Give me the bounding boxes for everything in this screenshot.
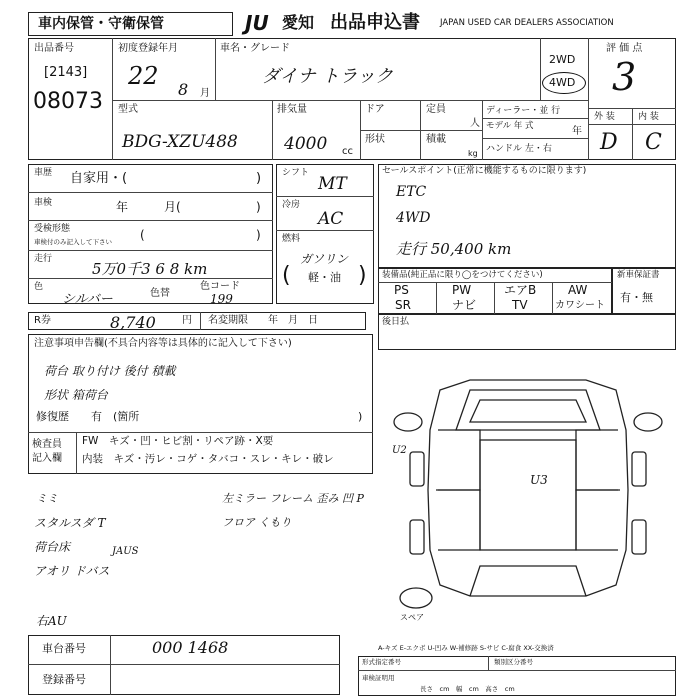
damage-legend: A-キズ E-エクボ U-凹み W-補修跡 S-サビ C-腐食 XX-交換済 [378, 644, 554, 652]
drive-4wd: 4WD [549, 76, 576, 89]
fuel-paren-close: ) [358, 263, 367, 288]
int-label: 内 装 [638, 112, 659, 122]
reg-year: 22 [128, 62, 159, 90]
model-label: 型式 [118, 104, 138, 115]
spare-label: スペア [400, 613, 424, 622]
history-value: 自家用・( [70, 171, 128, 186]
car-name-label: 車名・グレード [220, 43, 290, 54]
sales-points-label: セールスポイント(正常に機能するものに限ります) [382, 166, 587, 176]
chassis-label: 車台番号 [42, 642, 86, 655]
annotation-5: JAUS [112, 546, 139, 557]
annotation-2: スタルスダ T [34, 516, 106, 530]
class-number-label: 類別区分番号 [494, 658, 533, 666]
kg-unit: kg [468, 149, 478, 158]
door-label: ドア [365, 104, 385, 115]
model-year-label: モデル 年 式 [486, 121, 534, 131]
chassis-value: 000 1468 [152, 638, 229, 657]
car-cab [456, 390, 600, 430]
name-change-value: 年 月 日 [268, 315, 318, 326]
dims-label: 長さ cm 幅 cm 高さ cm [420, 685, 515, 693]
annotation-3: 荷台床 [34, 540, 71, 554]
sales-3: 走行 50,400 km [396, 240, 512, 258]
color-change-label: 色替 [150, 288, 170, 299]
received-label: 受検形態 [34, 224, 71, 234]
inspection-label: 車検 [34, 198, 53, 208]
recycle-value: 8,740 [110, 313, 156, 332]
inspect-row2: 内装 キズ・汚レ・コゲ・タバコ・スレ・キレ・破レ [82, 453, 334, 465]
equip-sr: SR [395, 298, 411, 312]
repair-close: ) [358, 410, 363, 423]
lot-number: 08073 [33, 89, 103, 114]
capacity-label: 定員 [426, 104, 446, 115]
ac-label: 冷房 [282, 200, 301, 210]
ac-value: AC [318, 209, 344, 229]
annotation-7: フロア くもり [222, 516, 292, 529]
car-name: ダイナ トラック [262, 66, 394, 87]
handle-label: ハンドル 左・右 [486, 144, 552, 154]
drive-2wd: 2WD [549, 53, 576, 66]
color-value: シルバー [62, 292, 113, 307]
equip-aw: AW [568, 283, 588, 297]
inspection-value: 年 月( [116, 200, 181, 214]
annotation-1: ミミ [36, 492, 58, 505]
equip-tv: TV [512, 298, 528, 312]
association-name: JAPAN USED CAR DEALERS ASSOCIATION [440, 18, 614, 28]
sales-1: ETC [396, 184, 427, 200]
received-note: 車検付のみ記入して下さい [34, 238, 112, 246]
ext-label: 外 装 [594, 112, 615, 122]
repair-label: 修復歴 有 (箇所 [36, 410, 140, 423]
color-code-label: 色コード [200, 281, 240, 292]
equip-leather: カワシート [555, 300, 605, 311]
displacement: 4000 [284, 134, 328, 154]
map-mark-1: U2 [392, 445, 407, 456]
org-name: 愛知 [282, 13, 315, 32]
car-body-outline [428, 380, 628, 596]
shape-label: 形状 [365, 134, 385, 145]
reg-num-label: 登録番号 [42, 673, 86, 686]
history-label: 車歴 [34, 168, 53, 178]
lot-sub: [2143] [44, 65, 88, 80]
cert-label: 車検証明用 [362, 674, 395, 682]
annotation-6: 左ミラー フレーム 歪み 凹 P [222, 492, 364, 505]
form-title: 出品申込書 [330, 12, 420, 33]
shift-label: シフト [282, 168, 310, 178]
color-code: 199 [210, 292, 233, 306]
equip-pw: PW [452, 283, 472, 297]
car-diagram [380, 370, 676, 630]
annotation-8: 右AU [36, 614, 67, 628]
first-reg-label: 初度登録年月 [118, 43, 178, 54]
mileage-label: 走行 [34, 254, 53, 264]
mileage-value: 5万0千3 6 8 km [92, 260, 208, 278]
rear-seat-section [378, 314, 676, 350]
annotation-4: アオリ ドバス [34, 564, 110, 578]
received-close: ) [256, 228, 261, 242]
inspector-label: 検査員 記入欄 [32, 439, 62, 464]
name-change-label: 名変期限 [208, 315, 248, 326]
history-close: ) [256, 171, 262, 186]
dealer-label: ディーラー・並 行 [486, 106, 561, 116]
person-unit: 人 [470, 118, 480, 129]
month-unit: 月 [200, 88, 210, 99]
int-grade: C [645, 130, 662, 155]
fuel-paren-open: ( [282, 263, 291, 288]
score: 3 [612, 55, 637, 99]
note-line1: 荷台 取り付け 後付 積載 [44, 364, 176, 378]
color-label: 色 [34, 282, 44, 292]
lot-label: 出品番号 [34, 43, 74, 54]
note-line2: 形状 箱荷台 [44, 388, 108, 402]
reg-month: 8 [178, 80, 189, 99]
rear-seat-label: 後日払 [382, 317, 410, 327]
notes-header: 注意事項申告欄(不具合内容等は具体的に記入して下さい) [34, 338, 292, 349]
logo: JU [245, 11, 269, 35]
year-unit: 年 [572, 126, 582, 137]
map-mark-2: U3 [530, 473, 548, 487]
equip-ps: PS [394, 283, 409, 297]
score-label: 評 価 点 [606, 43, 643, 54]
equip-airbag: エアB [504, 283, 537, 297]
ext-grade: D [600, 130, 618, 155]
warranty-value: 有・無 [620, 291, 653, 304]
inspection-close: ) [256, 200, 261, 214]
received-open: ( [140, 228, 145, 242]
cc-unit: cc [342, 146, 353, 157]
equip-navi: ナビ [452, 298, 477, 312]
displacement-label: 排気量 [277, 104, 307, 115]
fuel-label: 燃料 [282, 234, 301, 244]
form-number-label: 形式指定番号 [362, 658, 401, 666]
shift-value: MT [318, 174, 347, 194]
storage-label: 車内保管・守衛保管 [38, 16, 164, 32]
inspect-row1: FW キズ・凹・ヒビ割・リペア跡・X要 [82, 435, 274, 447]
equip-label: 装備品(純正品に限り◯をつけてください) [382, 270, 543, 280]
model: BDG-XZU488 [122, 132, 238, 152]
fuel-diesel: 軽・油 [308, 271, 341, 284]
loading-label: 積載 [426, 134, 446, 145]
recycle-label: R券 [34, 315, 51, 326]
warranty-label: 新車保証書 [617, 270, 660, 280]
fuel-value: ガソリン [300, 252, 349, 266]
recycle-yen: 円 [182, 315, 192, 326]
sales-2: 4WD [396, 210, 431, 226]
